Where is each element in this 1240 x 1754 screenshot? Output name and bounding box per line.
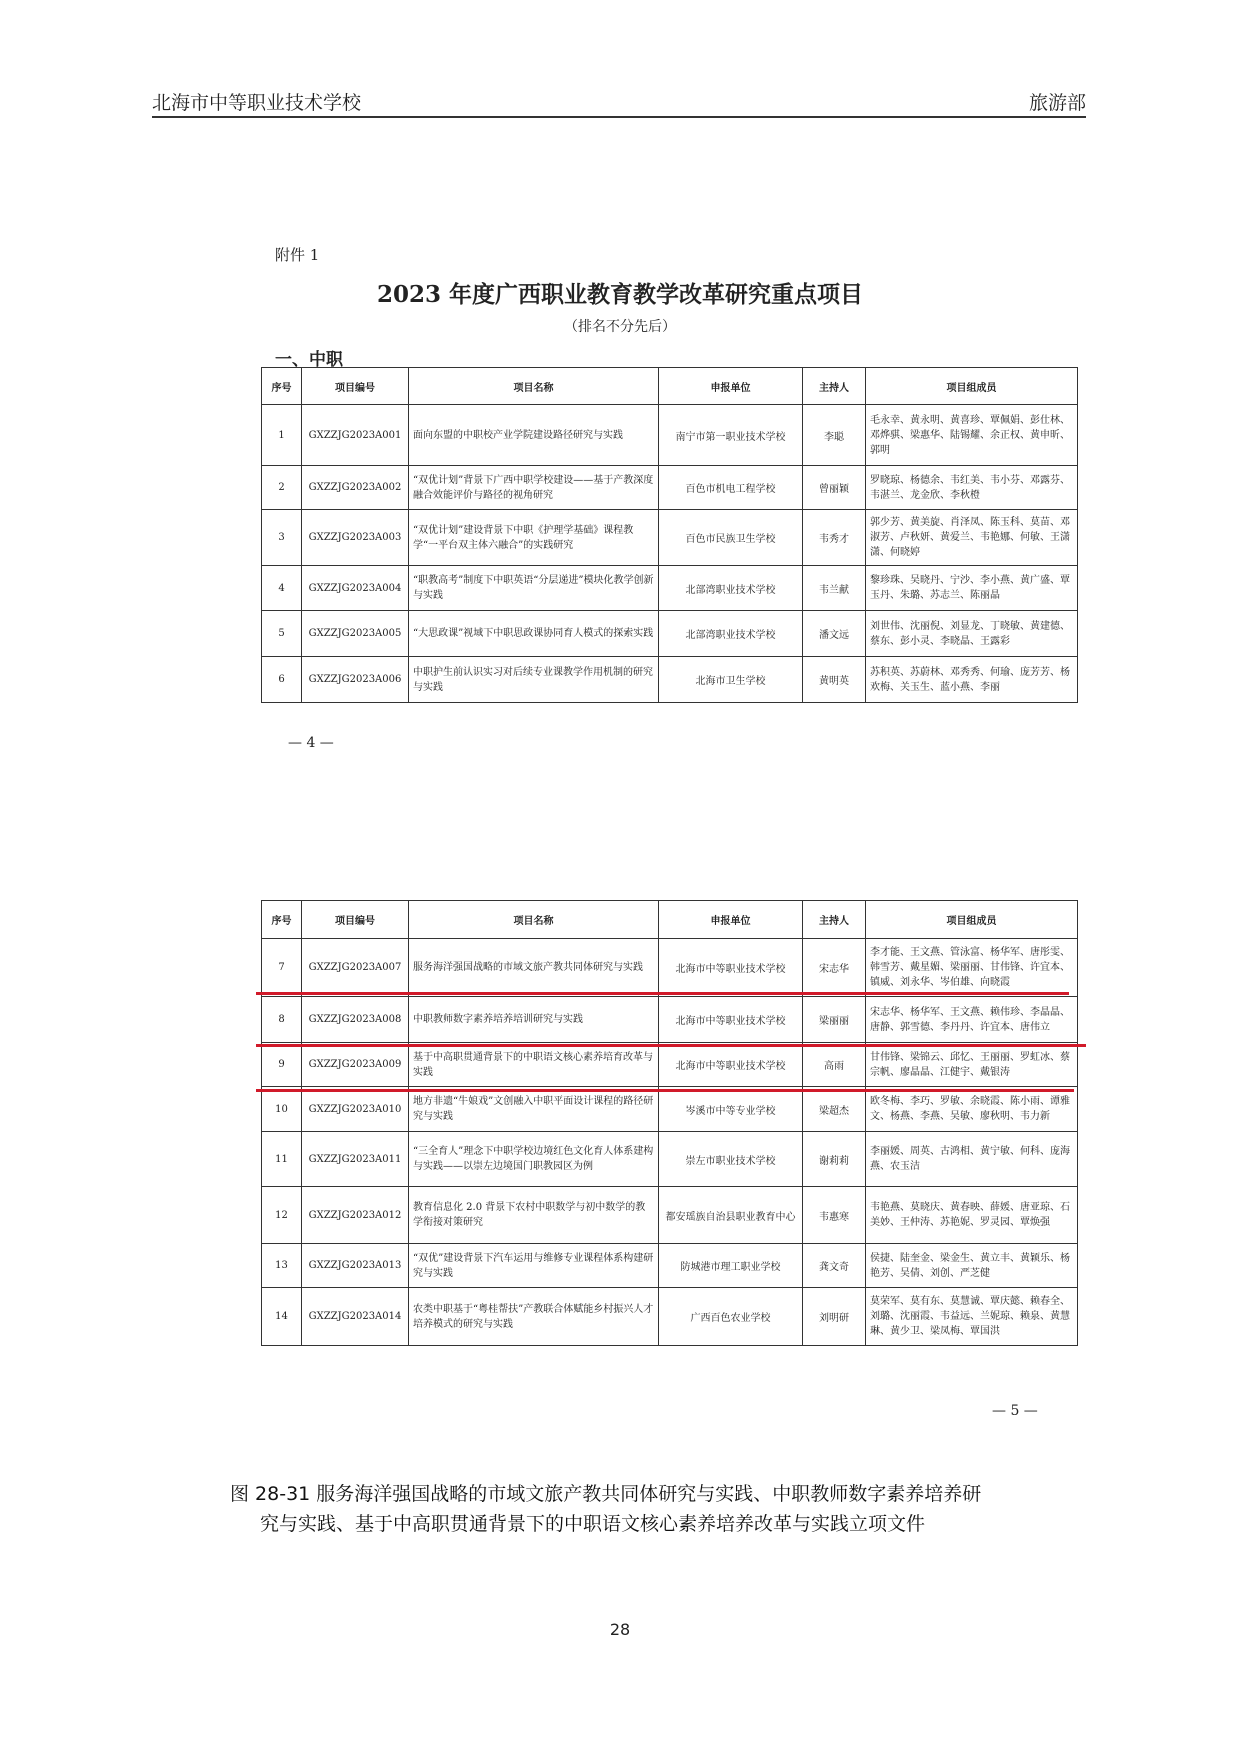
table-header-row <box>262 901 1078 939</box>
project-host: 黄明英 <box>803 657 866 703</box>
project-host: 梁超杰 <box>803 1087 866 1132</box>
table-row <box>262 510 1078 566</box>
row-number: 10 <box>262 1087 302 1132</box>
col-header-unit: 申报单位 <box>659 901 803 939</box>
col-header-name: 项目名称 <box>409 901 659 939</box>
project-code: GXZZJG2023A003 <box>302 510 409 566</box>
project-name: “双优”建设背景下汽车运用与维修专业课程体系构建研究与实践 <box>409 1244 659 1288</box>
project-code: GXZZJG2023A011 <box>302 1132 409 1187</box>
project-host: 曾丽颖 <box>803 466 866 510</box>
project-name: 基于中高职贯通背景下的中职语文核心素养培育改革与实践 <box>409 1043 659 1087</box>
table-row <box>262 405 1078 466</box>
project-name: 服务海洋强国战略的市域文旅产教共同体研究与实践 <box>409 939 659 997</box>
row-number: 2 <box>262 466 302 510</box>
row-number: 1 <box>262 405 302 466</box>
project-members: 宋志华、杨华军、王文燕、赖伟珍、李晶晶、唐静、郭雪德、李丹丹、许宜本、唐伟立 <box>866 997 1078 1043</box>
table-row <box>262 1187 1078 1244</box>
figure-caption <box>230 1479 1090 1539</box>
applicant-unit: 北海市中等职业技术学校 <box>659 939 803 997</box>
project-members: 毛永幸、黄永明、黄喜珍、覃佩娟、彭仕林、邓烨骐、梁惠华、陆锡耀、余正权、黄申昕、郭明 <box>866 405 1078 466</box>
project-members: 罗晓琼、杨德余、韦红美、韦小芬、邓露芬、韦湛兰、龙金欣、李秋橙 <box>866 466 1078 510</box>
table-row <box>262 466 1078 510</box>
col-header-name: 项目名称 <box>409 368 659 405</box>
row-number: 13 <box>262 1244 302 1288</box>
caption-line-1: 图 28-31 服务海洋强国战略的市域文旅产教共同体研究与实践、中职教师数字素养培养研 <box>230 1483 982 1505</box>
applicant-unit: 南宁市第一职业技术学校 <box>659 405 803 466</box>
project-members: 李丽媛、周英、古鸿相、黄宁敏、何科、庞海燕、农玉洁 <box>866 1132 1078 1187</box>
project-members: 欧冬梅、李巧、罗敏、余晓霞、陈小雨、谭雅文、杨燕、李燕、吴敏、廖秋明、韦力新 <box>866 1087 1078 1132</box>
table-row <box>262 1132 1078 1187</box>
project-host: 韦兰献 <box>803 566 866 611</box>
applicant-unit: 防城港市理工职业学校 <box>659 1244 803 1288</box>
project-code: GXZZJG2023A013 <box>302 1244 409 1288</box>
project-name: 面向东盟的中职校产业学院建设路径研究与实践 <box>409 405 659 466</box>
project-members: 李才能、王文燕、管泳富、杨华军、唐彤雯、韩雪芳、戴星媚、梁丽丽、甘伟锋、许宜本、镇威、刘永华、岑伯雄、向晓霞 <box>866 939 1078 997</box>
document-subtitle: （排名不分先后） <box>564 319 676 335</box>
project-name: 中职护生前认识实习对后续专业课教学作用机制的研究与实践 <box>409 657 659 703</box>
caption-line-2: 究与实践、基于中高职贯通背景下的中职语文核心素养培养改革与实践立项文件 <box>260 1513 926 1535</box>
project-name: “双优计划”背景下广西中职学校建设——基于产教深度融合效能评价与路径的视角研究 <box>409 466 659 510</box>
row-number: 14 <box>262 1288 302 1346</box>
row-number: 6 <box>262 657 302 703</box>
annex-label: 附件 1 <box>275 246 320 264</box>
project-name: 地方非遗“牛娘戏”文创融入中职平面设计课程的路径研究与实践 <box>409 1087 659 1132</box>
row-number: 11 <box>262 1132 302 1187</box>
col-header-no: 序号 <box>262 901 302 939</box>
project-members: 莫荣军、莫有东、莫慧诚、覃庆懿、赖春全、刘璐、沈丽霞、韦益远、兰妮琼、赖泉、黄慧琳、黄少卫、梁凤梅、覃国洪 <box>866 1288 1078 1346</box>
applicant-unit: 崇左市职业技术学校 <box>659 1132 803 1187</box>
project-members: 郭少芳、黄美旋、肖泽凤、陈玉科、莫苗、邓淑芳、卢秋妍、黄爱兰、韦艳娜、何敏、王潇潇、何晓婷 <box>866 510 1078 566</box>
project-code: GXZZJG2023A014 <box>302 1288 409 1346</box>
project-code: GXZZJG2023A004 <box>302 566 409 611</box>
project-code: GXZZJG2023A008 <box>302 997 409 1043</box>
table-row <box>262 657 1078 703</box>
project-host: 刘明研 <box>803 1288 866 1346</box>
table-row <box>262 611 1078 657</box>
col-header-no: 序号 <box>262 368 302 405</box>
table-row <box>262 1043 1078 1087</box>
document-title: 2023 年度广西职业教育教学改革研究重点项目 <box>376 281 864 308</box>
section-label: 一、中职 <box>275 350 343 370</box>
applicant-unit: 北海市卫生学校 <box>659 657 803 703</box>
applicant-unit: 北海市中等职业技术学校 <box>659 997 803 1043</box>
project-host: 梁丽丽 <box>803 997 866 1043</box>
page-number-4: — 4 — <box>288 735 334 751</box>
applicant-unit: 北部湾职业技术学校 <box>659 611 803 657</box>
table-row <box>262 1087 1078 1132</box>
project-name: 中职教师数字素养培养培训研究与实践 <box>409 997 659 1043</box>
project-host: 李聪 <box>803 405 866 466</box>
row-number: 8 <box>262 997 302 1043</box>
applicant-unit: 都安瑶族自治县职业教育中心 <box>659 1187 803 1244</box>
project-code: GXZZJG2023A012 <box>302 1187 409 1244</box>
project-host: 潘文远 <box>803 611 866 657</box>
row-number: 12 <box>262 1187 302 1244</box>
table-row <box>262 1288 1078 1346</box>
applicant-unit: 北海市中等职业技术学校 <box>659 1043 803 1087</box>
project-host: 高雨 <box>803 1043 866 1087</box>
project-table-1 <box>261 367 1078 703</box>
project-code: GXZZJG2023A007 <box>302 939 409 997</box>
applicant-unit: 百色市机电工程学校 <box>659 466 803 510</box>
project-name: “三全育人”理念下中职学校边境红色文化育人体系建构与实践——以崇左边境国门职教园区为例 <box>409 1132 659 1187</box>
row-number: 7 <box>262 939 302 997</box>
project-code: GXZZJG2023A009 <box>302 1043 409 1087</box>
applicant-unit: 百色市民族卫生学校 <box>659 510 803 566</box>
project-host: 谢莉莉 <box>803 1132 866 1187</box>
col-header-host: 主持人 <box>803 901 866 939</box>
col-header-host: 主持人 <box>803 368 866 405</box>
page-number-5: — 5 — <box>992 1403 1038 1419</box>
col-header-members: 项目组成员 <box>866 368 1078 405</box>
table-row <box>262 939 1078 997</box>
project-members: 韦艳燕、莫晓庆、黄春映、薛媛、唐亚琼、石美妙、王仲涛、苏艳妮、罗灵园、覃焕强 <box>866 1187 1078 1244</box>
row-number: 3 <box>262 510 302 566</box>
page-header <box>152 86 1086 118</box>
col-header-code: 项目编号 <box>302 901 409 939</box>
project-name: “职教高考”制度下中职英语“分层递进”模块化教学创新与实践 <box>409 566 659 611</box>
table-header-row <box>262 368 1078 405</box>
applicant-unit: 北部湾职业技术学校 <box>659 566 803 611</box>
project-host: 龚文奇 <box>803 1244 866 1288</box>
project-code: GXZZJG2023A005 <box>302 611 409 657</box>
highlight-line-bottom <box>256 1089 1074 1092</box>
project-name: “大思政课”视域下中职思政课协同育人模式的探索实践 <box>409 611 659 657</box>
row-number: 5 <box>262 611 302 657</box>
row-number: 4 <box>262 566 302 611</box>
table-row <box>262 566 1078 611</box>
col-header-unit: 申报单位 <box>659 368 803 405</box>
highlight-line-middle <box>256 1044 1086 1047</box>
project-code: GXZZJG2023A010 <box>302 1087 409 1132</box>
school-name: 北海市中等职业技术学校 <box>152 92 362 114</box>
project-code: GXZZJG2023A002 <box>302 466 409 510</box>
project-code: GXZZJG2023A006 <box>302 657 409 703</box>
project-table-2 <box>261 900 1078 1346</box>
applicant-unit: 岑溪市中等专业学校 <box>659 1087 803 1132</box>
project-code: GXZZJG2023A001 <box>302 405 409 466</box>
project-name: 教育信息化 2.0 背景下农村中职数学与初中数学的教学衔接对策研究 <box>409 1187 659 1244</box>
department-name: 旅游部 <box>1028 92 1086 114</box>
project-name: “双优计划”建设背景下中职《护理学基础》课程教学“一平台双主体六融合”的实践研究 <box>409 510 659 566</box>
page-number: 28 <box>609 1620 631 1639</box>
applicant-unit: 广西百色农业学校 <box>659 1288 803 1346</box>
project-members: 黎珍珠、吴晓丹、宁沙、李小燕、黄广盛、覃玉丹、朱璐、苏志兰、陈丽晶 <box>866 566 1078 611</box>
table-row <box>262 1244 1078 1288</box>
row-number: 9 <box>262 1043 302 1087</box>
project-members: 侯捷、陆奎金、梁金生、黄立丰、黄颖乐、杨艳芳、吴倩、刘创、严芝健 <box>866 1244 1078 1288</box>
col-header-code: 项目编号 <box>302 368 409 405</box>
highlight-line-top <box>256 992 1069 995</box>
project-host: 韦惠寒 <box>803 1187 866 1244</box>
project-members: 苏积英、苏蔚林、邓秀秀、何瑜、庞芳芳、杨欢梅、关玉生、蓝小燕、李丽 <box>866 657 1078 703</box>
project-members: 刘世伟、沈丽倪、刘显龙、丁晓敏、黄建德、蔡东、彭小灵、李晓晶、王露彩 <box>866 611 1078 657</box>
col-header-members: 项目组成员 <box>866 901 1078 939</box>
table-row <box>262 997 1078 1043</box>
project-name: 农类中职基于“粤桂帮扶”产教联合体赋能乡村振兴人才培养模式的研究与实践 <box>409 1288 659 1346</box>
project-host: 宋志华 <box>803 939 866 997</box>
project-host: 韦秀才 <box>803 510 866 566</box>
project-members: 甘伟锋、梁锦云、邱忆、王丽丽、罗虹冰、蔡宗帆、廖晶晶、江健宇、戴银涛 <box>866 1043 1078 1087</box>
